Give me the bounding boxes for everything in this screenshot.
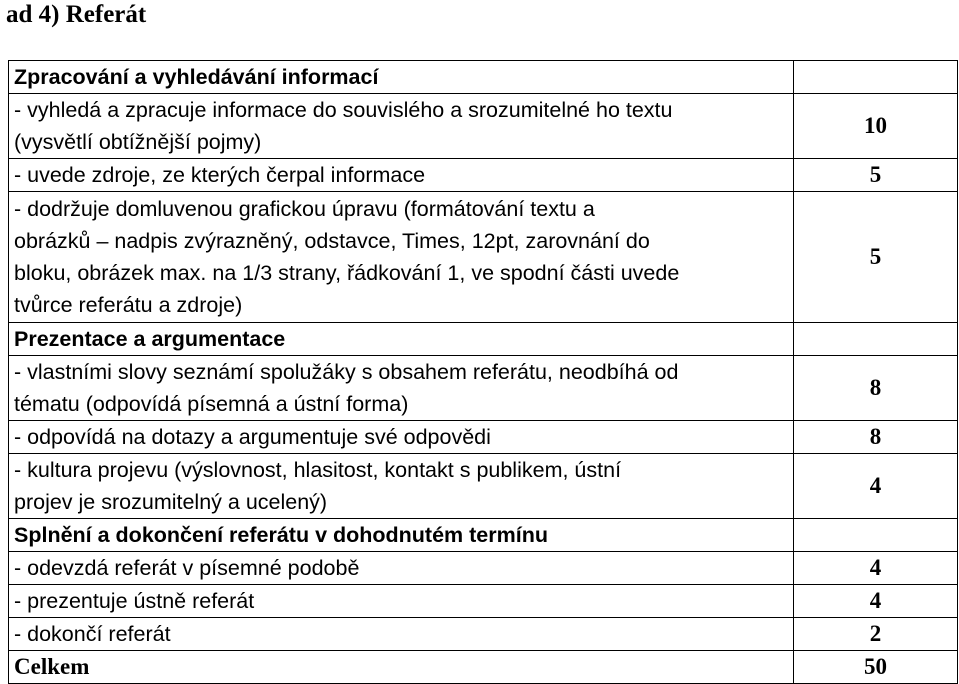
- criterion-text: - odpovídá na dotazy a argumentuje své odpovědi: [9, 421, 794, 454]
- section-heading-row: [9, 323, 958, 356]
- page-title: ad 4) Referát: [6, 1, 147, 28]
- total-points: 50: [794, 651, 958, 684]
- criterion-row: [9, 421, 958, 454]
- criterion-text: - prezentuje ústně referát: [9, 585, 794, 618]
- criterion-row: [9, 618, 958, 651]
- points-cell: 4: [794, 552, 958, 585]
- section-heading: Zpracování a vyhledávání informací: [9, 61, 794, 94]
- criterion-row: [9, 585, 958, 618]
- points-cell: 4: [794, 585, 958, 618]
- criterion-text: - dodržuje domluvenou grafickou úpravu (formátování textu a obrázků – nadpis zvýrazněný, odstavce, Times, 12pt, zarovnání do bloku, obrázek max. na 1/3 strany, řádkování 1, ve spodní části uvede tvůrce referátu a zdroje): [9, 192, 794, 323]
- points-cell: [794, 323, 958, 356]
- criterion-text: - vyhledá a zpracuje informace do souvislého a srozumitelné ho textu (vysvětlí obtížnější pojmy): [9, 94, 794, 159]
- criterion-row: [9, 192, 958, 323]
- points-cell: 10: [794, 94, 958, 159]
- points-cell: 5: [794, 192, 958, 323]
- criterion-text: - uvede zdroje, ze kterých čerpal informace: [9, 159, 794, 192]
- points-cell: [794, 519, 958, 552]
- points-cell: 5: [794, 159, 958, 192]
- section-heading: Splnění a dokončení referátu v dohodnutém termínu: [9, 519, 794, 552]
- points-cell: 8: [794, 356, 958, 421]
- evaluation-table-body: [9, 61, 958, 684]
- criterion-row: [9, 454, 958, 519]
- section-heading: Prezentace a argumentace: [9, 323, 794, 356]
- criterion-text: - odevzdá referát v písemné podobě: [9, 552, 794, 585]
- section-heading-row: [9, 61, 958, 94]
- criterion-text: - vlastními slovy seznámí spolužáky s obsahem referátu, neodbíhá od tématu (odpovídá písemná a ústní forma): [9, 356, 794, 421]
- section-heading-row: [9, 519, 958, 552]
- criterion-row: [9, 159, 958, 192]
- criterion-text: - kultura projevu (výslovnost, hlasitost, kontakt s publikem, ústní projev je srozumitelný a ucelený): [9, 454, 794, 519]
- points-cell: 8: [794, 421, 958, 454]
- points-cell: [794, 61, 958, 94]
- points-cell: 2: [794, 618, 958, 651]
- criterion-row: [9, 356, 958, 421]
- points-cell: 4: [794, 454, 958, 519]
- evaluation-table: [8, 60, 958, 684]
- criterion-row: [9, 552, 958, 585]
- criterion-row: [9, 94, 958, 159]
- criterion-text: - dokončí referát: [9, 618, 794, 651]
- total-label: Celkem: [9, 651, 794, 684]
